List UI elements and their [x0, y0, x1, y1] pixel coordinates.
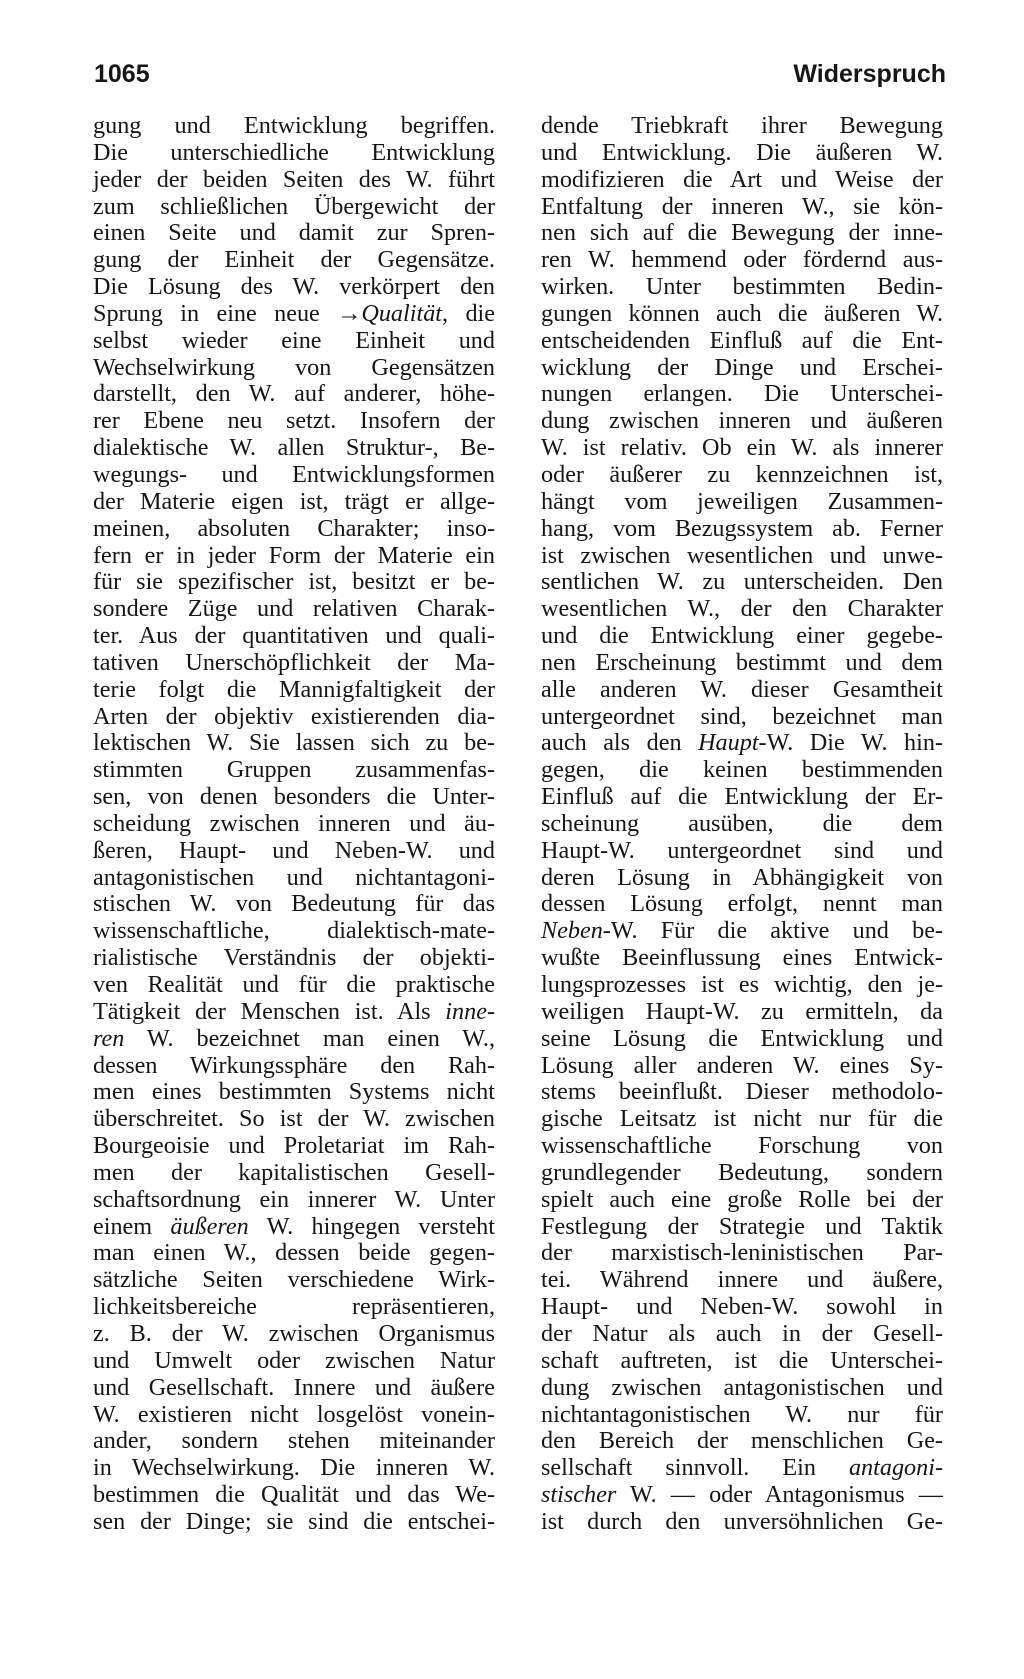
- text-line: wissenschaftliche Forschung von: [541, 1132, 943, 1160]
- text-line: einem äußeren W. hingegen versteht: [93, 1212, 495, 1240]
- text-line: einen Seite und damit zur Spren-: [93, 219, 495, 247]
- text-line: dung zwischen antagonistischen und: [541, 1373, 943, 1401]
- text-line: ren W. hemmend oder fördernd aus-: [541, 246, 943, 274]
- text-line: gung der Einheit der Gegensätze.: [93, 246, 495, 274]
- text-line: scheinung ausüben, die dem: [541, 809, 943, 837]
- text-line: schaftsordnung ein innerer W. Unter: [93, 1185, 495, 1213]
- text-line: entscheidenden Einfluß auf die Ent-: [541, 326, 943, 354]
- text-line: tei. Während innere und äußere,: [541, 1266, 943, 1294]
- text-line: wirken. Unter bestimmten Bedin-: [541, 273, 943, 301]
- text-line: Neben-W. Für die aktive und be-: [541, 917, 943, 945]
- text-line: Entfaltung der inneren W., sie kön-: [541, 192, 943, 220]
- text-line: gische Leitsatz ist nicht nur für die: [541, 1105, 943, 1133]
- text-line: darstellt, den W. auf anderer, höhe-: [93, 380, 495, 408]
- italic-term: Haupt-: [698, 729, 767, 757]
- text-line: fern er in jeder Form der Materie ein: [93, 541, 495, 569]
- text-line: sondere Züge und relativen Charak-: [93, 595, 495, 623]
- text-line: lichkeitsbereiche repräsentieren,: [93, 1293, 495, 1321]
- text-line: lektischen W. Sie lassen sich zu be-: [93, 729, 495, 757]
- text-line: wußte Beeinflussung eines Entwick-: [541, 944, 943, 972]
- text-line: Festlegung der Strategie und Taktik: [541, 1212, 943, 1240]
- text-line: sentlichen W. zu unterscheiden. Den: [541, 568, 943, 596]
- text-line: dessen Wirkungssphäre den Rah-: [93, 1051, 495, 1079]
- text-line: modifizieren die Art und Weise der: [541, 165, 943, 193]
- text-line: alle anderen W. dieser Gesamtheit: [541, 675, 943, 703]
- text-line: dung zwischen inneren und äußeren: [541, 407, 943, 435]
- text-line: antagonistischen und nichtantagoni-: [93, 863, 495, 891]
- text-line: Die unterschiedliche Entwicklung: [93, 138, 495, 166]
- text-line: und die Entwicklung einer gegebe-: [541, 622, 943, 650]
- text-line: stischen W. von Bedeutung für das: [93, 890, 495, 918]
- text-line: terie folgt die Mannigfaltigkeit der: [93, 675, 495, 703]
- text-line: in Wechselwirkung. Die inneren W.: [93, 1454, 495, 1482]
- page-header: [94, 56, 946, 96]
- text-line: sen der Dinge; sie sind die entschei-: [93, 1507, 495, 1535]
- text-line: deren Lösung in Abhängigkeit von: [541, 863, 943, 891]
- text-line: men eines bestimmten Systems nicht: [93, 1078, 495, 1106]
- text-line: weiligen Haupt-W. zu ermitteln, da: [541, 997, 943, 1025]
- text-line: rer Ebene neu setzt. Insofern der: [93, 407, 495, 435]
- italic-term: Qualität: [361, 299, 443, 327]
- text-line: ander, sondern stehen miteinander: [93, 1427, 495, 1455]
- text-line: gung und Entwicklung begriffen.: [93, 112, 495, 139]
- text-line: Haupt- und Neben-W. sowohl in: [541, 1293, 943, 1321]
- text-line: ter. Aus der quantitativen und quali-: [93, 622, 495, 650]
- text-line: sätzliche Seiten verschiedene Wirk-: [93, 1266, 495, 1294]
- text-line: man einen W., dessen beide gegen-: [93, 1239, 495, 1267]
- italic-term: stischer: [541, 1481, 617, 1509]
- text-line: hang, vom Bezugssystem ab. Ferner: [541, 514, 943, 542]
- text-line: tativen Unerschöpflichkeit der Ma-: [93, 648, 495, 676]
- text-line: wicklung der Dinge und Erschei-: [541, 353, 943, 381]
- text-line: W. existieren nicht losgelöst vonein-: [93, 1400, 495, 1428]
- text-line: und Umwelt oder zwischen Natur: [93, 1346, 495, 1374]
- text-line: sellschaft sinnvoll. Ein antagoni-: [541, 1454, 943, 1482]
- right-text-column: [541, 113, 943, 1536]
- text-line: Bourgeoisie und Proletariat im Rah-: [93, 1132, 495, 1160]
- italic-term: ren: [93, 1024, 125, 1052]
- text-line: Sprung in eine neue →Qualität, die: [93, 299, 495, 327]
- text-line: ven Realität und für die praktische: [93, 971, 495, 998]
- text-line: lungsprozesses ist es wichtig, den je-: [541, 971, 943, 998]
- text-line: selbst wieder eine Einheit und: [93, 326, 495, 354]
- text-line: Einfluß auf die Entwicklung der Er-: [541, 783, 943, 811]
- text-line: ßeren, Haupt- und Neben-W. und: [93, 836, 495, 864]
- text-line: hängt vom jeweiligen Zusammen-: [541, 487, 943, 515]
- text-line: grundlegender Bedeutung, sondern: [541, 1158, 943, 1186]
- text-line: wegungs- und Entwicklungsformen: [93, 460, 495, 488]
- text-line: stems beeinflußt. Dieser methodolo-: [541, 1078, 943, 1106]
- text-line: Tätigkeit der Menschen ist. Als inne-: [93, 997, 495, 1025]
- text-line: ren W. bezeichnet man einen W.,: [93, 1024, 495, 1052]
- text-line: und Gesellschaft. Innere und äußere: [93, 1373, 495, 1401]
- text-line: wesentlichen W., der den Charakter: [541, 595, 943, 623]
- text-line: gungen können auch die äußeren W.: [541, 299, 943, 327]
- text-line: jeder der beiden Seiten des W. führt: [93, 165, 495, 193]
- text-line: nen Erscheinung bestimmt und dem: [541, 648, 943, 676]
- text-line: dialektische W. allen Struktur-, Be-: [93, 434, 495, 462]
- text-line: der Materie eigen ist, trägt er allge-: [93, 487, 495, 515]
- text-line: Lösung aller anderen W. eines Sy-: [541, 1051, 943, 1079]
- text-line: zum schließlichen Übergewicht der: [93, 192, 495, 220]
- text-line: stimmten Gruppen zusammenfas-: [93, 756, 495, 784]
- text-line: den Bereich der menschlichen Ge-: [541, 1427, 943, 1455]
- text-line: nen sich auf die Bewegung der inne-: [541, 219, 943, 247]
- text-line: spielt auch eine große Rolle bei der: [541, 1185, 943, 1213]
- text-line: dende Triebkraft ihrer Bewegung: [541, 112, 943, 139]
- text-line: ist durch den unversöhnlichen Ge-: [541, 1507, 943, 1535]
- text-line: nungen erlangen. Die Unterschei-: [541, 380, 943, 408]
- text-line: z. B. der W. zwischen Organismus: [93, 1319, 495, 1347]
- text-line: seine Lösung die Entwicklung und: [541, 1024, 943, 1052]
- text-line: Haupt-W. untergeordnet sind und: [541, 836, 943, 864]
- italic-term: äußeren: [170, 1212, 249, 1240]
- text-line: für sie spezifischer ist, besitzt er be-: [93, 568, 495, 596]
- text-line: auch als den Haupt-W. Die W. hin-: [541, 729, 943, 757]
- text-line: wissenschaftliche, dialektisch-mate-: [93, 917, 495, 945]
- text-line: Arten der objektiv existierenden dia-: [93, 702, 495, 730]
- text-line: stischer W. — oder Antagonismus —: [541, 1481, 943, 1509]
- text-line: bestimmen die Qualität und das We-: [93, 1481, 495, 1509]
- text-line: schaft auftreten, ist die Unterschei-: [541, 1346, 943, 1374]
- italic-term: inne-: [445, 997, 495, 1025]
- text-line: ist zwischen wesentlichen und unwe-: [541, 541, 943, 569]
- text-line: Wechselwirkung von Gegensätzen: [93, 353, 495, 381]
- text-line: men der kapitalistischen Gesell-: [93, 1158, 495, 1186]
- left-text-column: [93, 113, 495, 1536]
- text-line: der Natur als auch in der Gesell-: [541, 1319, 943, 1347]
- text-line: rialistische Verständnis der objekti-: [93, 944, 495, 972]
- text-line: nichtantagonistischen W. nur für: [541, 1400, 943, 1428]
- text-line: überschreitet. So ist der W. zwischen: [93, 1105, 495, 1133]
- text-line: dessen Lösung erfolgt, nennt man: [541, 890, 943, 918]
- running-title: Widerspruch: [793, 60, 946, 88]
- text-line: meinen, absoluten Charakter; inso-: [93, 514, 495, 542]
- text-line: untergeordnet sind, bezeichnet man: [541, 702, 943, 730]
- text-line: Die Lösung des W. verkörpert den: [93, 273, 495, 301]
- page-number: 1065: [94, 60, 150, 88]
- text-line: W. ist relativ. Ob ein W. als innerer: [541, 434, 943, 462]
- text-line: und Entwicklung. Die äußeren W.: [541, 138, 943, 166]
- text-line: scheidung zwischen inneren und äu-: [93, 809, 495, 837]
- italic-term: Neben-: [541, 917, 611, 945]
- text-line: oder äußerer zu kennzeichnen ist,: [541, 460, 943, 488]
- italic-term: antagoni-: [848, 1454, 943, 1482]
- text-line: der marxistisch-leninistischen Par-: [541, 1239, 943, 1267]
- text-line: sen, von denen besonders die Unter-: [93, 783, 495, 811]
- text-line: gegen, die keinen bestimmenden: [541, 756, 943, 784]
